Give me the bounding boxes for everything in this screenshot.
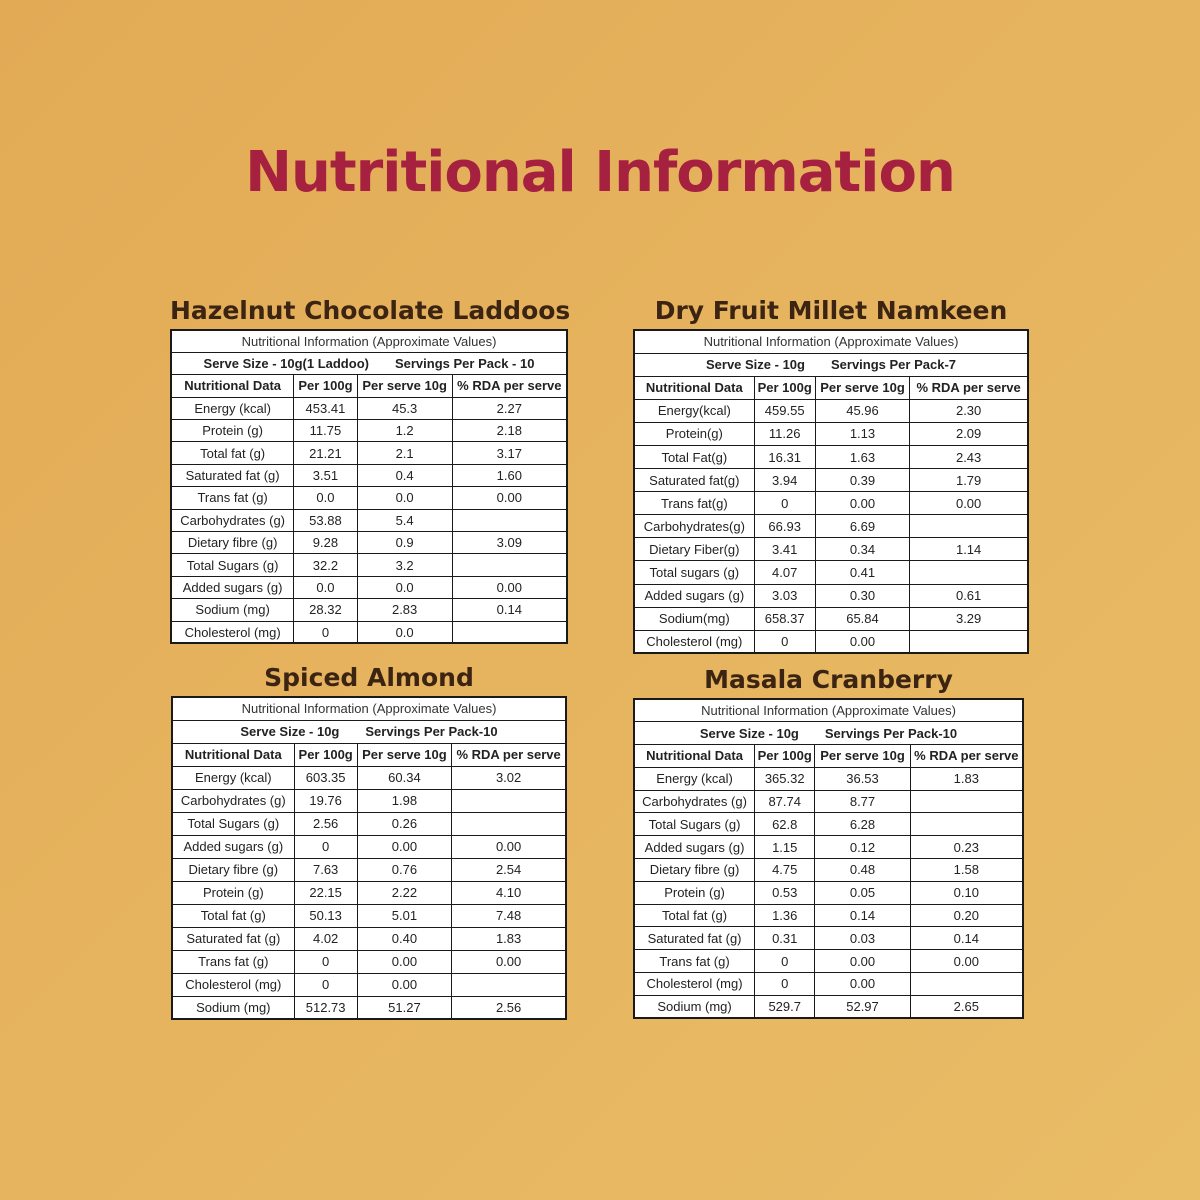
- product-name: Hazelnut Chocolate Laddoos: [170, 296, 571, 325]
- nutrient-label: Total fat (g): [171, 442, 294, 464]
- per-100g-value: 21.21: [294, 442, 357, 464]
- per-100g-value: 3.94: [754, 469, 815, 492]
- per-serve-value: 0.00: [357, 973, 452, 996]
- nutrient-label: Cholesterol (mg): [172, 973, 294, 996]
- per-100g-value: 0: [754, 630, 815, 653]
- rda-value: 2.30: [910, 399, 1028, 422]
- per-serve-value: 2.83: [357, 599, 452, 621]
- column-header: % RDA per serve: [452, 375, 567, 397]
- nutrient-label: Total sugars (g): [634, 561, 754, 584]
- nutrient-label: Dietary Fiber(g): [634, 538, 754, 561]
- per-serve-value: 0.30: [815, 584, 910, 607]
- rda-value: 1.14: [910, 538, 1028, 561]
- per-100g-value: 2.56: [294, 812, 357, 835]
- table-row: [634, 767, 1023, 790]
- page-title: Nutritional Information: [245, 140, 955, 205]
- table-row: [634, 422, 1028, 445]
- nutrient-label: Saturated fat(g): [634, 469, 754, 492]
- column-header: % RDA per serve: [452, 743, 566, 766]
- per-serve-value: 65.84: [815, 607, 910, 630]
- per-100g-value: 658.37: [754, 607, 815, 630]
- table-row: [634, 492, 1028, 515]
- table-row: [634, 538, 1028, 561]
- per-serve-value: 0.41: [815, 561, 910, 584]
- servings-per-pack: Servings Per Pack - 10: [394, 356, 535, 372]
- per-serve-value: 0.9: [357, 532, 452, 554]
- rda-value: 2.18: [452, 420, 567, 442]
- per-100g-value: 9.28: [294, 532, 357, 554]
- product-name: Masala Cranberry: [704, 665, 953, 694]
- nutrient-label: Sodium (mg): [171, 599, 294, 621]
- per-100g-value: 1.36: [755, 904, 815, 927]
- rda-value: 1.83: [910, 767, 1023, 790]
- per-100g-value: 11.26: [754, 422, 815, 445]
- per-100g-value: 0.0: [294, 487, 357, 509]
- nutrient-label: Total Fat(g): [634, 445, 754, 468]
- table-title-row: [172, 697, 566, 720]
- rda-value: [452, 509, 567, 531]
- per-100g-value: 3.51: [294, 464, 357, 486]
- per-serve-value: 0.00: [815, 630, 910, 653]
- per-100g-value: 0.31: [755, 927, 815, 950]
- per-100g-value: 3.41: [754, 538, 815, 561]
- nutrient-label: Carbohydrates (g): [172, 789, 294, 812]
- nutrient-label: Trans fat (g): [172, 950, 294, 973]
- rda-value: 7.48: [452, 904, 566, 927]
- table-row: [171, 442, 567, 464]
- per-100g-value: 53.88: [294, 509, 357, 531]
- table-row: [172, 835, 566, 858]
- nutrient-label: Carbohydrates (g): [634, 790, 755, 813]
- nutrient-label: Trans fat (g): [634, 950, 755, 973]
- rda-value: 0.23: [910, 836, 1023, 859]
- per-serve-value: 45.3: [357, 397, 452, 419]
- product-name: Spiced Almond: [264, 663, 474, 692]
- table-row: [634, 881, 1023, 904]
- table-row: [634, 904, 1023, 927]
- per-serve-value: 0.48: [815, 859, 910, 882]
- table-title: Nutritional Information (Approximate Values): [172, 697, 566, 720]
- per-serve-value: 1.13: [815, 422, 910, 445]
- per-100g-value: 19.76: [294, 789, 357, 812]
- per-100g-value: 66.93: [754, 515, 815, 538]
- nutrient-label: Dietary fibre (g): [172, 858, 294, 881]
- nutrient-label: Sodium (mg): [634, 995, 755, 1018]
- rda-value: 2.56: [452, 996, 566, 1019]
- nutrient-label: Saturated fat (g): [171, 464, 294, 486]
- per-serve-value: 5.01: [357, 904, 452, 927]
- column-header: Per serve 10g: [815, 745, 910, 768]
- table-row: [172, 996, 566, 1019]
- nutrient-label: Total Sugars (g): [171, 554, 294, 576]
- rda-value: 0.00: [452, 835, 566, 858]
- table-row: [634, 950, 1023, 973]
- rda-value: 0.00: [452, 576, 567, 598]
- per-100g-value: 459.55: [754, 399, 815, 422]
- nutrient-label: Carbohydrates(g): [634, 515, 754, 538]
- rda-value: [452, 789, 566, 812]
- per-100g-value: 0.0: [294, 576, 357, 598]
- per-serve-value: 36.53: [815, 767, 910, 790]
- per-100g-value: 87.74: [755, 790, 815, 813]
- nutrient-label: Added sugars (g): [634, 836, 755, 859]
- nutrient-label: Energy (kcal): [171, 397, 294, 419]
- rda-value: 0.14: [452, 599, 567, 621]
- table-title: Nutritional Information (Approximate Values): [171, 330, 567, 352]
- nutrient-label: Protein (g): [634, 881, 755, 904]
- nutrition-table: [633, 329, 1029, 654]
- per-100g-value: 0: [294, 973, 357, 996]
- column-header: Per 100g: [294, 375, 357, 397]
- table-row: [171, 420, 567, 442]
- header-row: [172, 743, 566, 766]
- serve-info-row: [634, 722, 1023, 745]
- serve-info-row: [634, 353, 1028, 376]
- table-row: [634, 630, 1028, 653]
- per-serve-value: 0.26: [357, 812, 452, 835]
- per-serve-value: 0.03: [815, 927, 910, 950]
- serve-info: [634, 353, 1028, 376]
- table-row: [171, 487, 567, 509]
- nutrient-label: Trans fat(g): [634, 492, 754, 515]
- per-100g-value: 0: [755, 950, 815, 973]
- per-serve-value: 0.00: [815, 973, 910, 996]
- per-serve-value: 51.27: [357, 996, 452, 1019]
- per-serve-value: 0.00: [815, 492, 910, 515]
- column-header: Per serve 10g: [357, 743, 452, 766]
- per-100g-value: 50.13: [294, 904, 357, 927]
- per-100g-value: 365.32: [755, 767, 815, 790]
- table-row: [172, 881, 566, 904]
- rda-value: 2.09: [910, 422, 1028, 445]
- per-serve-value: 0.0: [357, 621, 452, 643]
- rda-value: 0.00: [452, 950, 566, 973]
- table-row: [634, 399, 1028, 422]
- nutrient-label: Energy (kcal): [634, 767, 755, 790]
- serve-size: Serve Size - 10g(1 Laddoo): [203, 356, 369, 372]
- per-serve-value: 0.76: [357, 858, 452, 881]
- per-100g-value: 4.02: [294, 927, 357, 950]
- per-100g-value: 28.32: [294, 599, 357, 621]
- per-serve-value: 8.77: [815, 790, 910, 813]
- table-row: [634, 836, 1023, 859]
- per-100g-value: 11.75: [294, 420, 357, 442]
- table-row: [634, 973, 1023, 996]
- rda-value: [452, 621, 567, 643]
- column-header: Per 100g: [754, 376, 815, 399]
- table-row: [172, 858, 566, 881]
- table-row: [171, 621, 567, 643]
- per-100g-value: 0: [754, 492, 815, 515]
- column-header: Per 100g: [755, 745, 815, 768]
- table-row: [634, 515, 1028, 538]
- table-row: [171, 509, 567, 531]
- nutrient-label: Sodium (mg): [172, 996, 294, 1019]
- rda-value: 3.29: [910, 607, 1028, 630]
- per-100g-value: 32.2: [294, 554, 357, 576]
- header-row: [634, 376, 1028, 399]
- serve-size: Serve Size - 10g: [240, 724, 340, 739]
- table-title: Nutritional Information (Approximate Values): [634, 330, 1028, 353]
- nutrient-label: Dietary fibre (g): [634, 859, 755, 882]
- nutrient-label: Added sugars (g): [634, 584, 754, 607]
- table-row: [634, 790, 1023, 813]
- header-row: [634, 745, 1023, 768]
- rda-value: 0.61: [910, 584, 1028, 607]
- table-title: Nutritional Information (Approximate Values): [634, 699, 1023, 722]
- nutrient-label: Sodium(mg): [634, 607, 754, 630]
- table-row: [634, 927, 1023, 950]
- table-row: [172, 789, 566, 812]
- nutrient-label: Cholesterol (mg): [634, 973, 755, 996]
- per-100g-value: 603.35: [294, 766, 357, 789]
- per-serve-value: 0.00: [815, 950, 910, 973]
- per-serve-value: 3.2: [357, 554, 452, 576]
- table-row: [172, 927, 566, 950]
- table-row: [172, 904, 566, 927]
- product-name: Dry Fruit Millet Namkeen: [654, 296, 1008, 325]
- nutrition-table-body: [171, 330, 567, 643]
- table-row: [634, 995, 1023, 1018]
- rda-value: 2.27: [452, 397, 567, 419]
- nutrient-label: Added sugars (g): [171, 576, 294, 598]
- column-header: % RDA per serve: [910, 745, 1023, 768]
- rda-value: 4.10: [452, 881, 566, 904]
- nutrient-label: Energy (kcal): [172, 766, 294, 789]
- per-serve-value: 52.97: [815, 995, 910, 1018]
- serve-size: Serve Size - 10g: [699, 725, 799, 741]
- nutrient-label: Cholesterol (mg): [634, 630, 754, 653]
- table-row: [634, 561, 1028, 584]
- table-row: [634, 607, 1028, 630]
- table-row: [172, 766, 566, 789]
- rda-value: [910, 790, 1023, 813]
- rda-value: 3.09: [452, 532, 567, 554]
- per-serve-value: 2.1: [357, 442, 452, 464]
- per-serve-value: 0.05: [815, 881, 910, 904]
- per-100g-value: 16.31: [754, 445, 815, 468]
- nutrient-label: Protein(g): [634, 422, 754, 445]
- rda-value: 2.43: [910, 445, 1028, 468]
- product-panel-cranberry: [633, 662, 1024, 1019]
- nutrient-label: Carbohydrates (g): [171, 509, 294, 531]
- rda-value: [910, 973, 1023, 996]
- table-row: [634, 469, 1028, 492]
- rda-value: 0.00: [910, 950, 1023, 973]
- table-row: [634, 584, 1028, 607]
- per-serve-value: 0.0: [357, 487, 452, 509]
- product-panel-hazelnut: [170, 293, 571, 644]
- per-serve-value: 0.4: [357, 464, 452, 486]
- rda-value: 3.02: [452, 766, 566, 789]
- table-row: [634, 859, 1023, 882]
- nutrition-table-body: [634, 699, 1023, 1018]
- per-100g-value: 4.07: [754, 561, 815, 584]
- per-serve-value: 0.14: [815, 904, 910, 927]
- column-header: % RDA per serve: [910, 376, 1028, 399]
- per-serve-value: 0.00: [357, 835, 452, 858]
- per-serve-value: 0.40: [357, 927, 452, 950]
- product-panel-namkeen: [633, 293, 1029, 654]
- column-header: Per serve 10g: [357, 375, 452, 397]
- per-100g-value: 453.41: [294, 397, 357, 419]
- servings-per-pack: Servings Per Pack-10: [824, 725, 958, 741]
- rda-value: 3.17: [452, 442, 567, 464]
- per-100g-value: 62.8: [755, 813, 815, 836]
- table-row: [171, 576, 567, 598]
- per-100g-value: 0.53: [755, 881, 815, 904]
- column-header: Per serve 10g: [815, 376, 910, 399]
- serve-size: Serve Size - 10g: [705, 357, 805, 373]
- nutrition-table: [170, 329, 568, 644]
- nutrient-label: Saturated fat (g): [634, 927, 755, 950]
- per-100g-value: 0: [755, 973, 815, 996]
- table-row: [634, 445, 1028, 468]
- per-100g-value: 22.15: [294, 881, 357, 904]
- nutrient-label: Cholesterol (mg): [171, 621, 294, 643]
- per-serve-value: 45.96: [815, 399, 910, 422]
- rda-value: [452, 812, 566, 835]
- per-100g-value: 7.63: [294, 858, 357, 881]
- nutrient-label: Total fat (g): [634, 904, 755, 927]
- rda-value: 0.00: [910, 492, 1028, 515]
- nutrition-table-body: [172, 697, 566, 1019]
- column-header: Nutritional Data: [634, 745, 755, 768]
- table-row: [634, 813, 1023, 836]
- nutrient-label: Total Sugars (g): [172, 812, 294, 835]
- serve-info: [634, 722, 1023, 745]
- nutrient-label: Protein (g): [172, 881, 294, 904]
- table-row: [171, 397, 567, 419]
- per-serve-value: 1.63: [815, 445, 910, 468]
- nutrition-table-body: [634, 330, 1028, 653]
- per-100g-value: 0: [294, 950, 357, 973]
- rda-value: [452, 973, 566, 996]
- per-serve-value: 0.00: [357, 950, 452, 973]
- rda-value: 0.20: [910, 904, 1023, 927]
- table-row: [171, 599, 567, 621]
- table-row: [171, 554, 567, 576]
- rda-value: 0.14: [910, 927, 1023, 950]
- rda-value: [910, 561, 1028, 584]
- per-serve-value: 2.22: [357, 881, 452, 904]
- column-header: Per 100g: [294, 743, 357, 766]
- rda-value: 0.10: [910, 881, 1023, 904]
- per-serve-value: 0.0: [357, 576, 452, 598]
- nutrient-label: Saturated fat (g): [172, 927, 294, 950]
- per-serve-value: 5.4: [357, 509, 452, 531]
- rda-value: 2.65: [910, 995, 1023, 1018]
- per-serve-value: 0.12: [815, 836, 910, 859]
- rda-value: [910, 515, 1028, 538]
- nutrient-label: Protein (g): [171, 420, 294, 442]
- rda-value: 1.79: [910, 469, 1028, 492]
- nutrient-label: Total Sugars (g): [634, 813, 755, 836]
- rda-value: 0.00: [452, 487, 567, 509]
- column-header: Nutritional Data: [634, 376, 754, 399]
- nutrient-label: Dietary fibre (g): [171, 532, 294, 554]
- column-header: Nutritional Data: [172, 743, 294, 766]
- rda-value: 2.54: [452, 858, 566, 881]
- rda-value: 1.58: [910, 859, 1023, 882]
- table-row: [172, 950, 566, 973]
- rda-value: 1.83: [452, 927, 566, 950]
- column-header: Nutritional Data: [171, 375, 294, 397]
- table-title-row: [171, 330, 567, 352]
- nutrient-label: Total fat (g): [172, 904, 294, 927]
- serve-info: [171, 352, 567, 374]
- per-100g-value: 512.73: [294, 996, 357, 1019]
- per-serve-value: 1.98: [357, 789, 452, 812]
- serve-info-row: [171, 352, 567, 374]
- serve-info: [172, 720, 566, 743]
- per-100g-value: 0: [294, 835, 357, 858]
- table-row: [172, 812, 566, 835]
- per-serve-value: 60.34: [357, 766, 452, 789]
- nutrition-table: [171, 696, 567, 1020]
- per-100g-value: 4.75: [755, 859, 815, 882]
- per-serve-value: 1.2: [357, 420, 452, 442]
- table-row: [171, 532, 567, 554]
- per-100g-value: 529.7: [755, 995, 815, 1018]
- per-serve-value: 0.34: [815, 538, 910, 561]
- rda-value: [910, 630, 1028, 653]
- serve-info-row: [172, 720, 566, 743]
- servings-per-pack: Servings Per Pack-10: [365, 724, 498, 739]
- nutrient-label: Trans fat (g): [171, 487, 294, 509]
- nutrition-table: [633, 698, 1024, 1019]
- per-100g-value: 1.15: [755, 836, 815, 859]
- table-row: [172, 973, 566, 996]
- per-serve-value: 6.69: [815, 515, 910, 538]
- table-row: [171, 464, 567, 486]
- servings-per-pack: Servings Per Pack-7: [830, 357, 957, 373]
- per-100g-value: 3.03: [754, 584, 815, 607]
- rda-value: [910, 813, 1023, 836]
- per-serve-value: 0.39: [815, 469, 910, 492]
- table-title-row: [634, 699, 1023, 722]
- per-serve-value: 6.28: [815, 813, 910, 836]
- table-title-row: [634, 330, 1028, 353]
- per-100g-value: 0: [294, 621, 357, 643]
- nutrient-label: Added sugars (g): [172, 835, 294, 858]
- rda-value: [452, 554, 567, 576]
- header-row: [171, 375, 567, 397]
- rda-value: 1.60: [452, 464, 567, 486]
- nutrient-label: Energy(kcal): [634, 399, 754, 422]
- product-panel-almond: [171, 660, 567, 1020]
